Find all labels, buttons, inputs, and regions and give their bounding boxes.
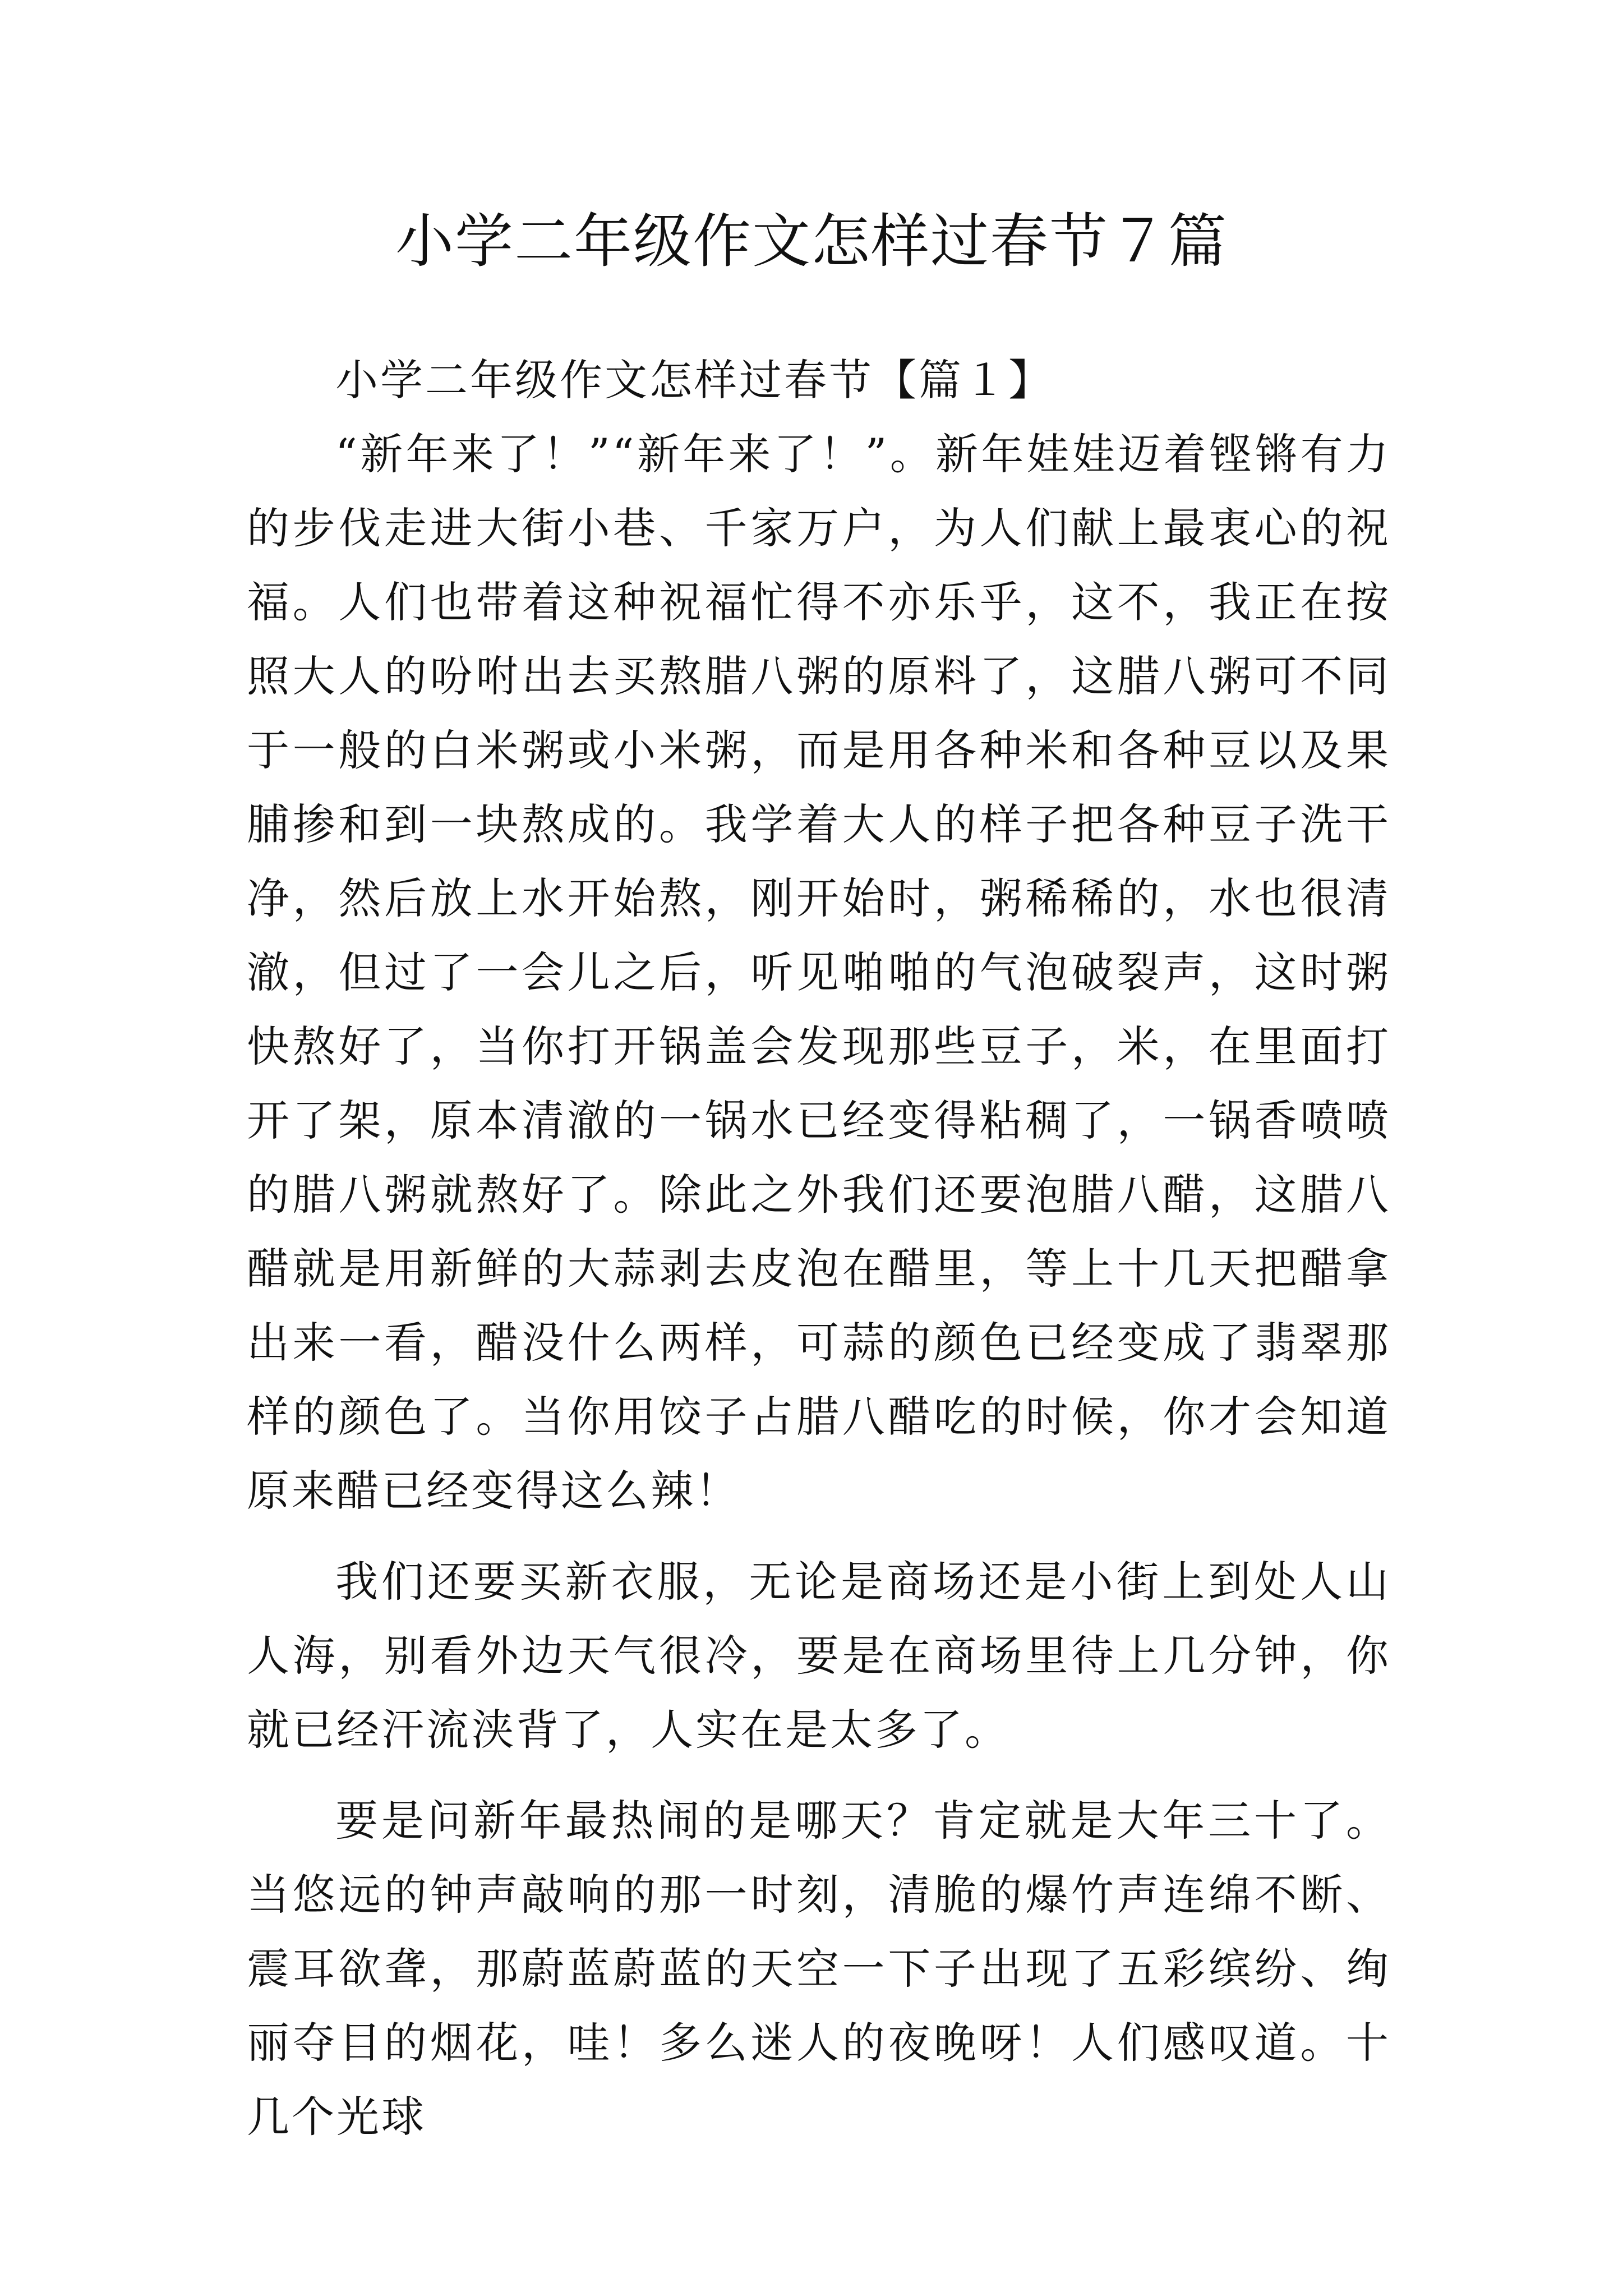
document-title: 小学二年级作文怎样过春节７篇 xyxy=(395,207,1228,275)
section-heading: 小学二年级作文怎样过春节【篇１】 xyxy=(335,355,1053,405)
document-body xyxy=(247,343,1391,2154)
paragraph: “新年来了！”“新年来了！”。新年娃娃迈着铿锵有力的步伐走进大街小巷、千家万户，为人们献上最衷心的祝福。人们也带着这种祝福忙得不亦乐乎，这不，我正在按照大人的吩咐出去买熬腊八粥的原料了，这腊八粥可不同于一般的白米粥或小米粥，而是用各种米和各种豆以及果脯掺和到一块熬成的。我学着大人的样子把各种豆子洗干净，然后放上水开始熬，刚开始时，粥稀稀的，水也很清澈，但过了一会儿之后，听见啪啪的气泡破裂声，这时粥快熬好了，当你打开锅盖会发现那些豆子，米，在里面打开了架，原本清澈的一锅水已经变得粘稠了，一锅香喷喷的腊八粥就熬好了。除此之外我们还要泡腊八醋，这腊八醋就是用新鲜的大蒜剥去皮泡在醋里，等上十几天把醋拿出来一看，醋没什么两样，可蒜的颜色已经变成了翡翠那样的颜色了。当你用饺子占腊八醋吃的时候，你才会知道原来醋已经变得这么辣！ xyxy=(247,429,1391,1516)
paragraph: 我们还要买新衣服，无论是商场还是小街上到处人山人海，别看外边天气很冷，要是在商场里待上几分钟，你就已经汗流浃背了，人实在是太多了。 xyxy=(247,1557,1391,1755)
paragraph: 要是问新年最热闹的是哪天？肯定就是大年三十了。当悠远的钟声敲响的那一时刻，清脆的爆竹声连绵不断、震耳欲聋，那蔚蓝蔚蓝的天空一下子出现了五彩缤纷、绚丽夺目的烟花，哇！多么迷人的夜晚呀！人们感叹道。十几个光球 xyxy=(247,1796,1391,2142)
